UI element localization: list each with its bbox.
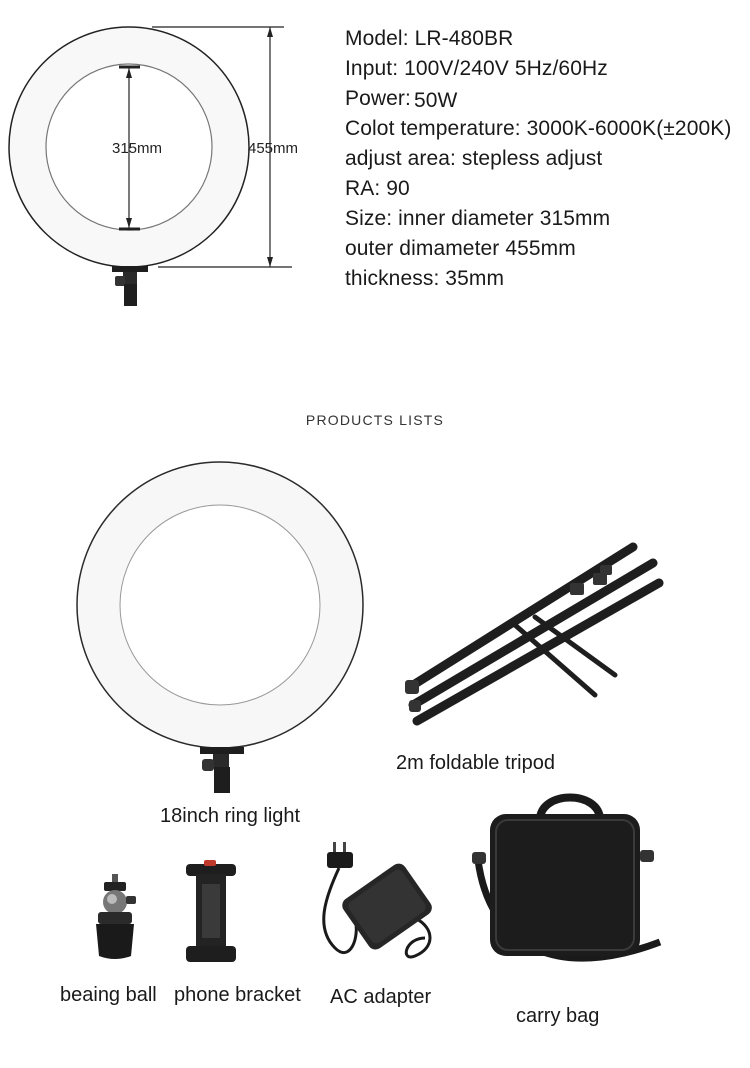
spec-list <box>345 24 750 294</box>
carry-bag-icon <box>460 790 675 980</box>
spec-model: Model: LR-480BR <box>345 27 514 50</box>
carry-bag-caption: carry bag <box>516 1005 600 1027</box>
spec-input: Input: 100V/240V 5Hz/60Hz <box>345 57 608 80</box>
outer-diameter-label: 455mm <box>248 140 299 157</box>
spec-thickness: thickness: 35mm <box>345 267 505 290</box>
ring-light-dimension-diagram <box>0 0 330 320</box>
phone-clip-icon <box>182 860 242 968</box>
inner-diameter-label: 315mm <box>112 140 163 157</box>
tripod-icon <box>395 535 670 730</box>
spec-size-inner: Size: inner diameter 315mm <box>345 207 611 230</box>
ring-light-icon <box>70 455 380 795</box>
spec-power-value: 50W <box>413 89 458 112</box>
ac-adapter-caption: AC adapter <box>330 986 432 1008</box>
spec-power-label: Power: <box>345 87 411 110</box>
ball-head-icon <box>90 872 145 964</box>
spec-color-temperature: Colot temperature: 3000K-6000K(±200K) <box>345 117 732 140</box>
spec-adjust-area: adjust area: stepless adjust <box>345 147 603 170</box>
spec-ra: RA: 90 <box>345 177 410 200</box>
bearing-ball-caption: beaing ball <box>60 984 157 1006</box>
tripod-caption: 2m foldable tripod <box>396 752 555 774</box>
ac-adapter-icon <box>305 838 445 973</box>
spec-power <box>345 84 750 114</box>
products-list-title: PRODUCTS LISTS <box>305 412 445 428</box>
ring-light-caption: 18inch ring light <box>160 805 301 827</box>
spec-size-outer: outer dimameter 455mm <box>345 237 576 260</box>
phone-bracket-caption: phone bracket <box>174 984 301 1006</box>
